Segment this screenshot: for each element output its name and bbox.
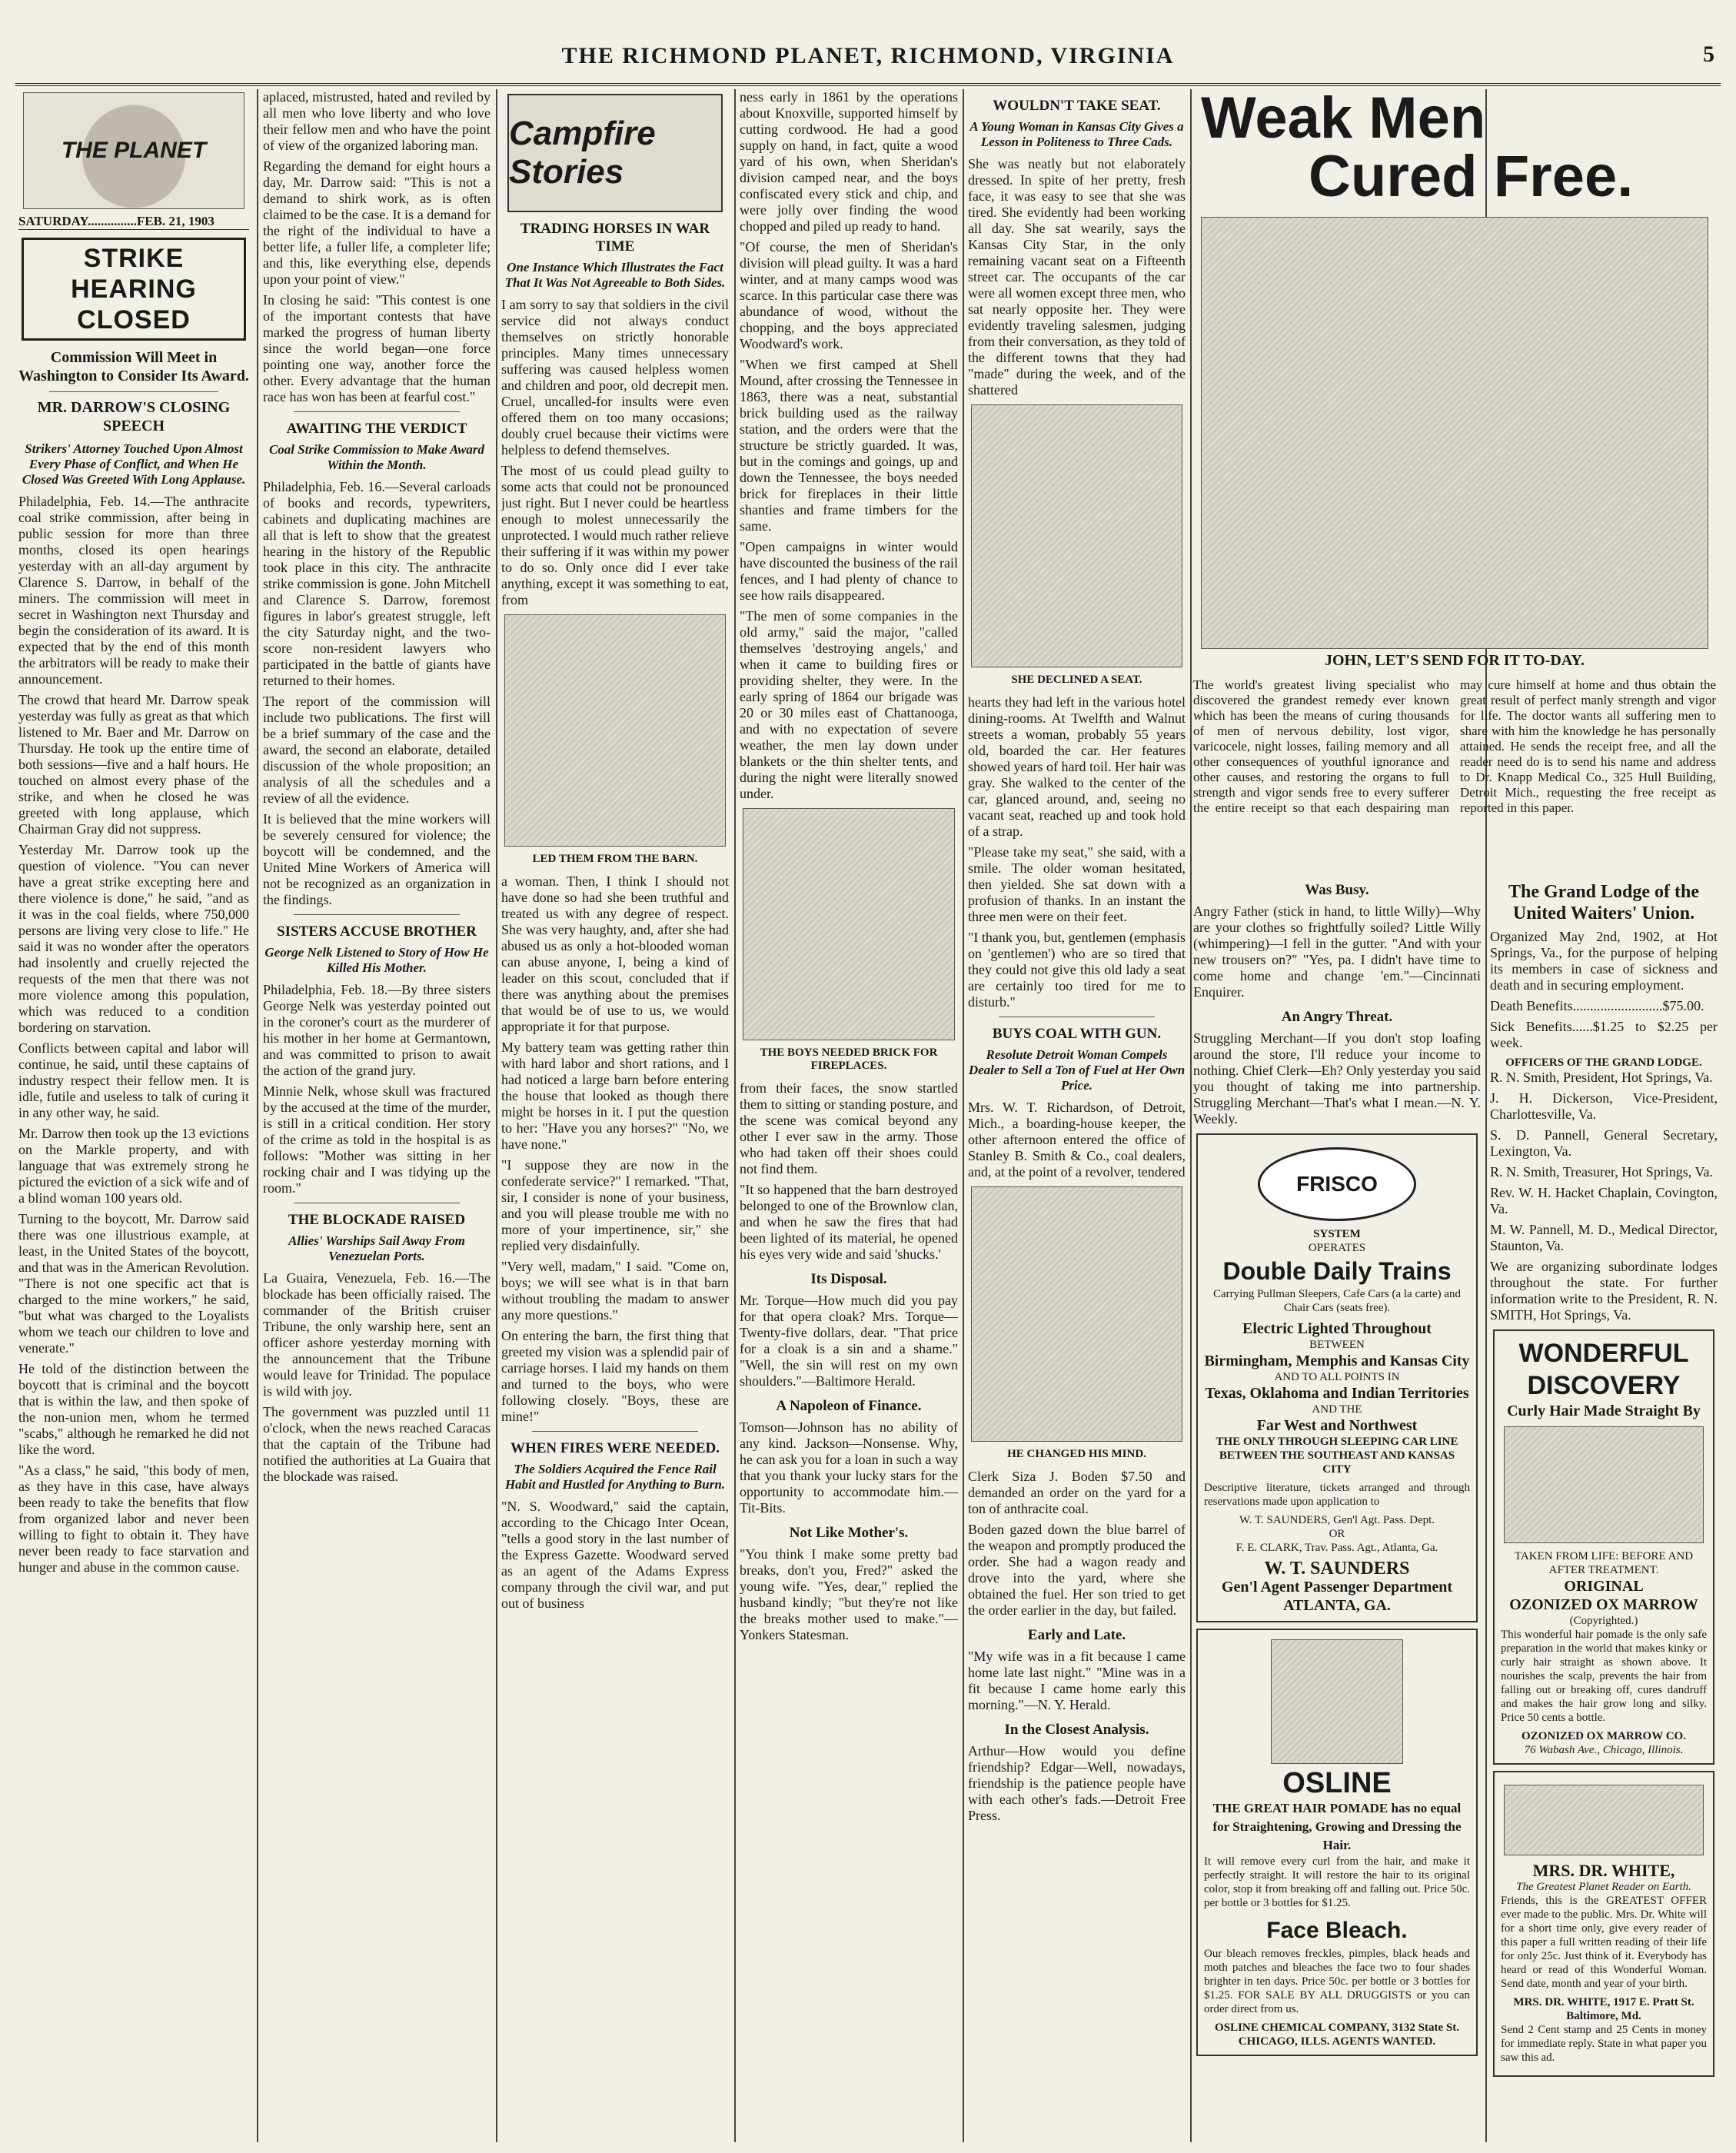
lodge-text: Organized May 2nd, 1902, at Hot Springs, Va., for the purpose of helping its members in case of sickness and death and in securing employment. xyxy=(1490,929,1718,993)
article-paragraph: On entering the barn, the first thing that greeted my vision was a splendid pair of carriage horses. I laid my hands on them and turned to the boys, who were following closely. "Boys, these are mine!" xyxy=(501,1328,729,1424)
bleach-text: Our bleach removes freckles, pimples, black heads and moth patches and bleaches the face two to four shades brighter in ten days. Price 50c. per bottle or 3 bottles for $1.25. FOR SALE BY ALL DRUGGISTS or you can order direct from us. xyxy=(1204,1948,1470,2015)
deck: George Nelk Listened to Story of How He Killed His Mother. xyxy=(264,945,489,975)
article-paragraph: from their faces, the snow startled them to sitting or standing posture, and the scene was comical beyond any other I ever saw in the army. Those who had taken off their shoes could not find them. xyxy=(740,1080,958,1176)
headline: Not Like Mother's. xyxy=(789,1525,909,1541)
illustration-caption: HE CHANGED HIS MIND. xyxy=(1007,1448,1146,1460)
lodge-officer: M. W. Pannell, M. D., Medical Director, Staunton, Va. xyxy=(1490,1222,1718,1253)
column-1 xyxy=(18,89,249,2142)
wd-text: This wonderful hair pomade is the only safe preparation in the world that makes kinky or curly hair straight as shown above. It nourishes the scalp, prevents the hair from falling out or breaking off, cures dandruff and makes the hair grow long and silky. Price 50 cents a bottle. xyxy=(1501,1629,1707,1724)
wd-original: ORIGINAL xyxy=(1564,1578,1644,1595)
frisco-between: BETWEEN xyxy=(1309,1339,1365,1351)
frisco-operates: OPERATES xyxy=(1308,1242,1366,1254)
article-paragraph: Boden gazed down the blue barrel of the weapon and promptly produced the order. She had a wagon ready and drove into the yard, where she obtained the fuel. Her son tried to get the order earlier in the day, but failed. xyxy=(968,1522,1186,1618)
osline-company: OSLINE CHEMICAL COMPANY, 3132 State St. CHICAGO, ILLS. AGENTS WANTED. xyxy=(1215,2022,1459,2048)
illustration-caption: LED THEM FROM THE BARN. xyxy=(532,853,698,865)
article-paragraph: "You think I make some pretty bad breaks, don't you, Fred?" asked the young wife. "Yes, dear," replied the husband kindly; "but they're not like the breaks mother used to make."—Yonkers Statesman. xyxy=(740,1546,958,1642)
headline: THE BLOCKADE RAISED xyxy=(288,1212,466,1228)
article-paragraph: "Open campaigns in winter would have discounted the business of the rail fences, and I had plenty of chance to see how rails disappeared. xyxy=(740,539,958,603)
frisco-and-to: AND TO ALL POINTS IN xyxy=(1274,1371,1400,1383)
article-paragraph: Angry Father (stick in hand, to little Willy)—Why are your clothes so frightfully soiled? Little Willy (whimpering)—I fell in the gutter. "And with your new trousers on?" "Yes, pa. I didn't have time to come home and change 'em."—Cincinnati Enquirer. xyxy=(1193,903,1481,1000)
headline: WHEN FIRES WERE NEEDED. xyxy=(510,1440,720,1456)
lodge-death-benefits: Death Benefits..........................$75.00. xyxy=(1490,998,1704,1013)
headline: Early and Late. xyxy=(1027,1627,1126,1643)
deck: Strikers' Attorney Touched Upon Almost Every Phase of Conflict, and When He Closed Was Greeted With Long Applause. xyxy=(22,441,246,487)
frisco-agent: F. E. CLARK, Trav. Pass. Agt., Atlanta, Ga. xyxy=(1235,1542,1438,1554)
article-paragraph: Tomson—Johnson has no ability of any kind. Jackson—Nonsense. Why, he can ask you for a loan in such a way that you thank your lucky stars for the opportunity to accommodate him.—Tit-Bits. xyxy=(740,1419,958,1516)
article-paragraph: He told of the distinction between the boycott that is criminal and the boycott that is within the law, and then spoke of the non-union men, whom he termed "scabs," although he remarked he did not like the word. xyxy=(18,1361,249,1457)
column-2 xyxy=(263,89,491,2142)
frisco-only: THE ONLY THROUGH SLEEPING CAR LINE BETWEEN THE SOUTHEAST AND KANSAS CITY xyxy=(1216,1436,1458,1476)
headline: AWAITING THE VERDICT xyxy=(286,421,467,437)
white-end: Send 2 Cent stamp and 25 Cents in money for immediate reply. State in what paper you saw this ad. xyxy=(1501,2024,1707,2064)
column-5 xyxy=(968,89,1186,2142)
subhead: Commission Will Meet in Washington to Consider Its Award. xyxy=(18,349,249,384)
article-paragraph: "I suppose they are now in the confederate service?" I remarked. "That, sir, I consider is none of your business, and you will please trouble me with no more of your impertinence, sir," she replied very disdainfully. xyxy=(501,1157,729,1253)
article-paragraph: I am sorry to say that soldiers in the civil service did not always conduct themselves on strictly honorable principles. Many times unnecessary suffering was caused helpless women and children and poor, old decrepit men. Cruel, uncalled-for insults were even offered them on too many occasions; doubly cruel because their victims were helpless to defend themselves. xyxy=(501,297,729,458)
article-paragraph: a woman. Then, I think I should not have done so had she been truthful and treated us with any degree of respect. She was very haughty, and, after she had abused us as only a hot-blooded woman can abuse anyone, I, being a kind of leader on this scout, concluded that if there was anything about the premises that would be of use to us, we would appropriate it for that purpose. xyxy=(501,874,729,1034)
column-6 xyxy=(1193,874,1481,2142)
article-paragraph: "The men of some companies in the old army," said the major, "called themselves 'destroying angels,' and when it came to building fires or providing shelter, they were. In the early spring of 1864 our brigade was 20 or 30 miles east of Chattanooga, and with no expectation of severe weather, the men lay down under blankets or the thin shelter tents, and during the night were literally snowed under. xyxy=(740,608,958,801)
lodge-officers-heading: OFFICERS OF THE GRAND LODGE. xyxy=(1505,1057,1702,1069)
frisco-west: Far West and Northwest xyxy=(1256,1417,1418,1434)
headline: BUYS COAL WITH GUN. xyxy=(992,1026,1162,1042)
deck: Allies' Warships Sail Away From Venezuelan Ports. xyxy=(288,1233,465,1263)
column-rule xyxy=(734,89,736,2142)
headline: WOULDN'T TAKE SEAT. xyxy=(993,98,1161,114)
article-paragraph: She was neatly but not elaborately dressed. In spite of her pretty, fresh face, it was easy to see that she was tired. She evidently had been working all day. She sat wearily, says the Kansas City Star, in the only remaining vacant seat on a Fifteenth street car. The occupants of the car were all women except three men, who sat nearly opposite her. They were evidently traveling salesmen, judging from their conversation, as they told of the different towns that they had "made" during the week, and of the shattered xyxy=(968,156,1186,398)
column-rule xyxy=(1190,89,1192,2142)
article-paragraph: "When we first camped at Shell Mound, after crossing the Tennessee in 1863, there was a neat, substantial brick building used as the railway station, and the orders were that the structure be strictly guarded. It was, but in the comings and goings, up and down the Tennessee, the boys needed brick for fireplaces in their little shanties and frame timbers for the same. xyxy=(740,357,958,534)
wd-company: OZONIZED OX MARROW CO. xyxy=(1521,1730,1686,1742)
illustration-woman-in-streetcar xyxy=(971,404,1182,667)
osline-text: It will remove every curl from the hair, and make it perfectly straight. It will restore the hair to its original color, stop it from breaking off and falling out. Price 50c. per bottle or 3 bottles for $1.25. xyxy=(1204,1855,1470,1909)
lodge-officer: R. N. Smith, President, Hot Springs, Va. xyxy=(1490,1070,1713,1085)
frisco-logo xyxy=(1258,1147,1416,1221)
frisco-logo-text: FRISCO xyxy=(1296,1172,1378,1196)
article-paragraph: La Guaira, Venezuela, Feb. 16.—The blockade has been officially raised. The commander of the British cruiser Tribune, the only warship here, sent an officer ashore yesterday morning with the announcement that the Tribune would leave for Trinidad. The populace is wild with joy. xyxy=(263,1270,491,1399)
ozonized-ox-marrow-advertisement xyxy=(1493,1329,1714,1765)
column-4 xyxy=(740,89,958,2142)
divider xyxy=(532,1431,698,1432)
divider xyxy=(294,411,460,412)
illustration-couple-reading xyxy=(1201,217,1708,649)
headline: An Angry Threat. xyxy=(1281,1009,1393,1025)
article-paragraph: ness early in 1861 by the operations about Knoxville, supported himself by cutting cordwood. He had a good supply on hand, in fact, quite a wood yard of his own, when Sheridan's division camped near, and the boys confiscated every stick and chip, and were jolly over finding the wood chopped and piled up ready to hand. xyxy=(740,89,958,234)
column-3 xyxy=(501,89,729,2142)
illustration-caption: THE BOYS NEEDED BRICK FOR FIREPLACES. xyxy=(760,1047,938,1072)
article-paragraph: aplaced, mistrusted, hated and reviled by all men who love liberty and who love their fellow men and who have the point of view of the organized laboring man. xyxy=(263,89,491,153)
mrs-dr-white-advertisement xyxy=(1493,1771,1714,2077)
page-number: 5 xyxy=(1703,42,1714,67)
illustration-caption: SHE DECLINED A SEAT. xyxy=(1011,674,1142,686)
lodge-title: The Grand Lodge of the United Waiters' Union. xyxy=(1508,882,1699,923)
planet-masthead-logo: THE PLANET xyxy=(23,92,244,209)
column-rule xyxy=(496,89,497,2142)
frisco-sign-city: ATLANTA, GA. xyxy=(1283,1597,1391,1614)
article-paragraph: "I thank you, but, gentlemen (emphasis on 'gentlemen') who are so tired that they could not give this old lady a seat are certainly too tired for me to disturb." xyxy=(968,930,1186,1010)
weak-men-advertisement xyxy=(1193,89,1716,866)
article-paragraph: Conflicts between capital and labor will continue, he said, until these captains of industry respect their fellow men. It is idle, futile and useless to talk of curing it in any other way, he said. xyxy=(18,1040,249,1120)
page-header xyxy=(15,37,1721,86)
frisco-railway-advertisement xyxy=(1196,1133,1478,1622)
deck: A Young Woman in Kansas City Gives a Lesson in Politeness to Three Cads. xyxy=(969,119,1184,149)
wd-caption: TAKEN FROM LIFE: BEFORE AND AFTER TREATMENT. xyxy=(1514,1550,1694,1576)
lodge-officer: J. H. Dickerson, Vice-President, Charlottesville, Va. xyxy=(1490,1090,1718,1122)
article-paragraph: "As a class," he said, "this body of men, as they have in this case, have always been ready to take the benefits that flow from organized labor and never been willing to fight to obtain it. They have never been ready to face starvation and hunger and abuse in the common cause. xyxy=(18,1463,249,1575)
headline: Its Disposal. xyxy=(810,1271,887,1287)
subhead: MR. DARROW'S CLOSING SPEECH xyxy=(37,399,231,434)
deck: The Soldiers Acquired the Fence Rail Habit and Hustled for Anything to Burn. xyxy=(504,1462,726,1492)
frisco-agent: W. T. SAUNDERS, Gen'l Agt. Pass. Dept. xyxy=(1239,1514,1435,1526)
frisco-sign-name: W. T. SAUNDERS xyxy=(1264,1559,1410,1579)
white-text: Friends, this is the GREATEST OFFER ever made to the public. Mrs. Dr. White will for a short time only, give every reader of this paper a full written reading of their life for only 25c. Just think of it. Everybody has heard or read of this Wonderful Woman. Send date, month and year of your birth. xyxy=(1501,1895,1707,1990)
article-paragraph: My battery team was getting rather thin with hard labor and short rations, and I had noticed a large barn before entering the house that looked as though there might be horses in it. I put the question to her: "Have you any horses?" "No, we have none." xyxy=(501,1040,729,1152)
wd-title: WONDERFUL DISCOVERY xyxy=(1518,1339,1689,1400)
lodge-officer: S. D. Pannell, General Secretary, Lexington, Va. xyxy=(1490,1127,1718,1159)
article-paragraph: It is believed that the mine workers will be severely censured for violence; the boycott will be condemned, and the United Mine Workers of America will not be recognized as an organization in the findings. xyxy=(263,811,491,907)
frisco-cities: Birmingham, Memphis and Kansas City xyxy=(1204,1353,1470,1369)
article-paragraph: The most of us could plead guilty to some acts that could not be pronounced just right. But I never could be heartless enough to molest unnecessarily the unprotected. I would much rather relieve their suffering if it was within my power to do so. Only once did I ever take anything, except it was something to eat, from xyxy=(501,463,729,607)
headline: TRADING HORSES IN WAR TIME xyxy=(520,221,710,255)
frisco-or: OR xyxy=(1329,1528,1345,1540)
ad-headline: Cured Free. xyxy=(1309,144,1634,209)
newspaper-title: THE RICHMOND PLANET, RICHMOND, VIRGINIA xyxy=(561,43,1175,68)
illustration-woman-with-revolver xyxy=(971,1186,1182,1442)
wd-copyright: (Copyrighted.) xyxy=(1569,1615,1638,1627)
ad-caption: JOHN, LET'S SEND FOR IT TO-DAY. xyxy=(1324,652,1585,669)
lodge-officer: Rev. W. H. Hacket Chaplain, Covington, Va. xyxy=(1490,1185,1718,1216)
article-paragraph: The report of the commission will include two publications. The first will be a brief summary of the case and the award, the second an elaborate, detailed discussion of the whole proposition; an analysis of all the schedules and a review of all the evidence. xyxy=(263,694,491,806)
lodge-sick-benefits: Sick Benefits......$1.25 to $2.25 per week. xyxy=(1490,1019,1718,1050)
osline-title: OSLINE xyxy=(1282,1767,1392,1799)
article-paragraph: "Of course, the men of Sheridan's division will plead guilty. It was a hard winter, and at many camps wood was scarce. In this particular case there was abundance of wood, without the chopping, and the boys appreciated Woodward's work. xyxy=(740,239,958,351)
white-sign: MRS. DR. WHITE, 1917 E. Pratt St. Baltimore, Md. xyxy=(1513,1996,1694,2022)
deck: One Instance Which Illustrates the Fact That It Was Not Agreeable to Both Sides. xyxy=(504,260,726,290)
article-paragraph: "Very well, madam," I said. "Come on, boys; we will see what is in that barn without troubling the madam to answer any more questions." xyxy=(501,1259,729,1323)
article-paragraph: hearts they had left in the various hotel dining-rooms. At Twelfth and Walnut streets a woman, probably 55 years old, boarded the car. Her features showed years of hard toil. Her hair was gray. She walked to the center of the car, glanced around, and, seeing no vacant seat, reached up and took hold of a strap. xyxy=(968,694,1186,839)
article-paragraph: Philadelphia, Feb. 18.—By three sisters George Nelk was yesterday pointed out in the coroner's court as the murderer of his mother in her home at Germantown, and was committed to prison to await the action of the grand jury. xyxy=(263,982,491,1078)
lodge-officer: R. N. Smith, Treasurer, Hot Springs, Va. xyxy=(1490,1164,1713,1180)
column-rule xyxy=(963,89,964,2142)
frisco-line: Carrying Pullman Sleepers, Cafe Cars (a la carte) and Chair Cars (seats free). xyxy=(1213,1288,1461,1314)
illustration-soldiers-horses xyxy=(504,614,726,847)
ad-body-text: The world's greatest living specialist who discovered the grandest remedy ever known which has been the means of curing thousands of men of nervous debility, lost vigor, varicocele, night losses, failing memory and all other consequences of youthful ignorance and other causes, and restoring the organs to full strength and vigor sends free to every sufferer the entire receipt so that each despairing man may cure himself at home and thus obtain the great result of perfect manly strength and vigor for life. The doctor wants all suffering men to share with him the knowledge he has personally attained. He sends the receipt free, and all the reader need do is to send his name and address to Dr. Knapp Medical Co., 325 Hull Building, Detroit Mich., requesting the free receipt as reported in this paper. xyxy=(1193,677,1716,815)
issue-date: SATURDAY...............FEB. 21, 1903 xyxy=(18,214,249,230)
before-after-hair-illustration xyxy=(1504,1426,1704,1543)
article-paragraph: Arthur—How would you define friendship? Edgar—Well, nowadays, friendship is the patience people have with each other's fads.—Detroit Free Press. xyxy=(968,1743,1186,1823)
article-paragraph: Philadelphia, Feb. 16.—Several carloads of books and records, typewriters, cabinets and duplicating machines are all that is left to show that the greatest hearing in the history of the Republic took place in this city. The anthracite strike commission is gone. John Mitchell and Clarence S. Darrow, foremost figures in labor's greatest struggle, left the city Saturday night, and the two-score non-resident lawyers who participated in the battle of giants have returned to their homes. xyxy=(263,479,491,688)
column-rule xyxy=(257,89,258,2142)
headline: A Napoleon of Finance. xyxy=(776,1398,922,1414)
wd-address: 76 Wabash Ave., Chicago, Illinois. xyxy=(1524,1744,1684,1756)
white-sub: The Greatest Planet Reader on Earth. xyxy=(1516,1881,1691,1893)
osline-advertisement xyxy=(1196,1629,1478,2056)
divider xyxy=(294,914,460,915)
frisco-sign-title: Gen'l Agent Passenger Department xyxy=(1221,1579,1453,1596)
wd-product: OZONIZED OX MARROW xyxy=(1509,1596,1698,1613)
frisco-states: Texas, Oklahoma and Indian Territories xyxy=(1205,1385,1469,1402)
article-paragraph: Mrs. W. T. Richardson, of Detroit, Mich., a boarding-house keeper, the other afternoon entered the office of Stanley B. Smith & Co., coal dealers, and, at the point of a revolver, tendered xyxy=(968,1100,1186,1180)
frisco-and: AND THE xyxy=(1312,1403,1362,1416)
article-paragraph: "N. S. Woodward," said the captain, according to the Chicago Inter Ocean, "tells a good story in the last number of the Express Gazette. Woodward served as an agent of the Adams Express company through the civil war, and put out of business xyxy=(501,1499,729,1611)
lodge-text: We are organizing subordinate lodges throughout the state. For further information write to the President, R. N. SMITH, Hot Springs, Va. xyxy=(1490,1259,1718,1323)
bleach-title: Face Bleach. xyxy=(1266,1918,1408,1943)
frisco-desc: Descriptive literature, tickets arranged and through reservations made upon application to xyxy=(1204,1482,1470,1508)
article-paragraph: Minnie Nelk, whose skull was fractured by the accused at the time of the murder, is still in a critical condition. Her story of the crime as told in the hospital is as follows: "Mother was sitting in her rocking chair and I was tidying up the room." xyxy=(263,1083,491,1196)
white-title: MRS. DR. WHITE, xyxy=(1532,1861,1675,1880)
headline-strike-hearing: STRIKE HEARING CLOSED xyxy=(22,238,246,341)
article-paragraph: The crowd that heard Mr. Darrow speak yesterday was fully as great as that which listened to Mr. Baer and Mr. Darrow on Thursday. He took up the entire time of both sessions—five and a half hours. He touched on almost every phase of the strike, and when he closed he was greeted with long applause, which Chairman Gray did not suppress. xyxy=(18,692,249,837)
deck: Resolute Detroit Woman Compels Dealer to Sell a Ton of Fuel at Her Own Price. xyxy=(968,1047,1186,1093)
article-paragraph: "My wife was in a fit because I came home late last night." "Mine was in a fit because I came home early this morning."—N. Y. Herald. xyxy=(968,1649,1186,1712)
eagle-banner-illustration xyxy=(1504,1785,1704,1855)
article-paragraph: Struggling Merchant—If you don't stop loafing around the store, I'll reduce your income to nothing. Chief Clerk—Eh? Only yesterday you said you thought of taking me into partnership. Struggling Merchant—That's what I mean.—N. Y. Weekly. xyxy=(1193,1030,1481,1126)
article-paragraph: "It so happened that the barn destroyed belonged to one of the Brownlow clan, and when he saw the fires that had been lighted of its material, he opened his eyes very wide and said 'shucks.' xyxy=(740,1182,958,1262)
article-paragraph: Mr. Darrow then took up the 13 evictions on the Markle property, and with language that was extremely strong he pictured the eviction of a sick wife and of a blind woman 100 years old. xyxy=(18,1126,249,1206)
campfire-stories-banner: Campfire Stories xyxy=(507,94,723,212)
article-paragraph: "Please take my seat," she said, with a smile. The older woman hesitated, then yielded. She sat down with a profusion of thanks. In an instant the three men were on their feet. xyxy=(968,844,1186,924)
article-paragraph: Turning to the boycott, Mr. Darrow said there was one illustrious example, at least, in the United States of the boycott, and that was in the American Revolution. "There is not one specific act that is charged to the mine workers," he said, "but what was charged to the Loyalists whom we teach our children to love and venerate." xyxy=(18,1211,249,1356)
wd-sub: Curly Hair Made Straight By xyxy=(1507,1403,1701,1419)
article-paragraph: Regarding the demand for eight hours a day, Mr. Darrow said: "This is not a demand to shirk work, as is often claimed to be the case. It is a demand for the right of the individual to have a better life, a fuller life, a completer life; and this, like everything else, depends upon your point of view." xyxy=(263,158,491,287)
headline: Was Busy. xyxy=(1305,882,1369,898)
headline: In the Closest Analysis. xyxy=(1004,1722,1149,1738)
frisco-system: SYSTEM xyxy=(1313,1228,1361,1240)
column-7 xyxy=(1490,874,1718,2142)
ad-headline: Weak Men xyxy=(1201,89,1486,151)
woman-portrait-illustration xyxy=(1271,1639,1403,1764)
frisco-headline: Double Daily Trains xyxy=(1222,1257,1452,1285)
deck: Coal Strike Commission to Make Award Within the Month. xyxy=(268,442,485,472)
article-paragraph: Mr. Torque—How much did you pay for that opera cloak? Mrs. Torque—Twenty-five dollars, dear. "That price for a cloak is a sin and a shame." "Well, the sin will rest on my own shoulders."—Baltimore Herald. xyxy=(740,1293,958,1389)
headline: SISTERS ACCUSE BROTHER xyxy=(277,923,477,940)
article-paragraph: Clerk Siza J. Boden $7.50 and demanded an order on the yard for a ton of anthracite coal. xyxy=(968,1469,1186,1516)
divider xyxy=(49,391,218,392)
article-paragraph: Philadelphia, Feb. 14.—The anthracite coal strike commission, after being in public session for more than three months, closed its open hearings yesterday with an all-day argument by Clarence S. Darrow, in behalf of the miners. The commission will meet in secret in Washington next Thursday and begin the consideration of its award. It is expected that by the end of this month the arbitrators will be ready to make their announcement. xyxy=(18,494,249,687)
article-paragraph: In closing he said: "This contest is one of the important contests that have marked the progress of human liberty since the world began—one force pointing one way, another force the other. Every advantage that the human race has won has been at fearful cost." xyxy=(263,292,491,404)
article-paragraph: Yesterday Mr. Darrow took up the question of violence. "You can never have a great strike excepting here and there violence is done," he said, "and as it was in the coal fields, where 750,000 persons are living very close to life." He said it was no wonder after the operators had insolently and cruelly rejected the requests of the men that there was not more violence among this population, which was reduced to a condition bordering on starvation. xyxy=(18,842,249,1035)
article-paragraph: The government was puzzled until 11 o'clock, when the news reached Caracas that the captain of the Tribune had notified the authorities at La Guaira that the blockade was raised. xyxy=(263,1404,491,1484)
illustration-soldiers-building xyxy=(743,808,955,1040)
frisco-electric: Electric Lighted Throughout xyxy=(1242,1320,1432,1337)
osline-sub: THE GREAT HAIR POMADE has no equal for Straightening, Growing and Dressing the Hair. xyxy=(1212,1801,1462,1852)
